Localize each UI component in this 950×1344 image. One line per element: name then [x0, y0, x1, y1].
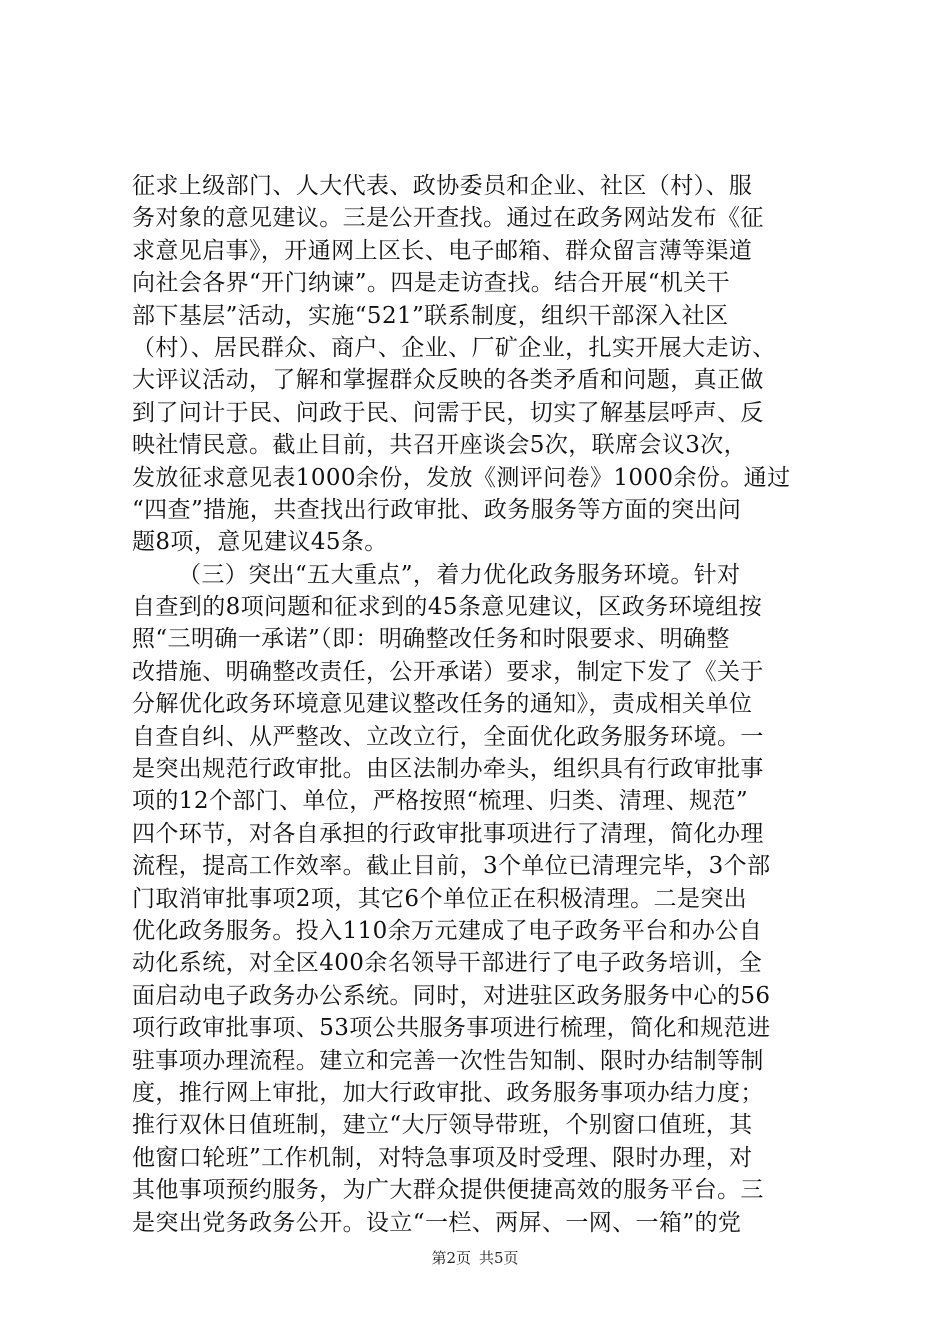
page-number-total: 共5页 — [479, 1249, 519, 1267]
text-line: 到了问计于民、问政于民、问需于民，切实了解基层呼声、反 — [132, 399, 764, 426]
text-line: 流程，提高工作效率。截止目前，3个单位已清理完毕，3个部 — [132, 853, 771, 880]
text-line: 驻事项办理流程。建立和完善一次性告知制、限时办结制等制 — [132, 1047, 764, 1074]
text-line: 项的12个部门、单位，严格按照“梳理、归类、清理、规范” — [132, 788, 748, 815]
text-line: 发放征求意见表1000余份，发放《测评问卷》1000余份。通过 — [132, 464, 791, 491]
text-line: 面启动电子政务办公系统。同时，对进驻区政务服务中心的56 — [132, 982, 771, 1009]
text-line: 向社会各界“开门纳谏”。四是走访查找。结合开展“机关干 — [132, 270, 731, 297]
text-line: （村）、居民群众、商户、企业、厂矿企业，扎实开展大走访、 — [132, 334, 776, 361]
text-line: 是突出规范行政审批。由区法制办牵头，组织具有行政审批事 — [132, 756, 764, 783]
text-line: 映社情民意。截止目前，共召开座谈会5次，联席会议3次， — [132, 432, 748, 459]
text-line: 自查自纠、从严整改、立改立行，全面优化政务服务环境。一 — [132, 723, 764, 750]
text-line: 大评议活动，了解和掌握群众反映的各类矛盾和问题，真正做 — [132, 367, 764, 394]
text-line: 项行政审批事项、53项公共服务事项进行梳理，简化和规范进 — [132, 1015, 771, 1042]
text-line: 门取消审批事项2项，其它6个单位正在积极清理。二是突出 — [132, 885, 748, 912]
text-line: 题8项，意见建议45条。 — [132, 529, 388, 556]
section-heading-line: （三）突出“五大重点”，着力优化政务服务环境。针对 — [178, 561, 741, 588]
page-number-current: 第2页 — [431, 1249, 471, 1267]
text-line: 部下基层”活动，实施“521”联系制度，组织干部深入社区 — [132, 302, 729, 329]
text-line: 分解优化政务环境意见建议整改任务的通知》，责成相关单位 — [132, 691, 753, 718]
text-line: 动化系统，对全区400余名领导干部进行了电子政务培训，全 — [132, 950, 763, 977]
text-line: 是突出党务政务公开。设立“一栏、两屏、一网、一箱”的党 — [132, 1209, 742, 1236]
text-line: 优化政务服务。投入110余万元建成了电子政务平台和办公自 — [132, 917, 763, 944]
text-line: 自查到的8项问题和征求到的45条意见建议，区政务环境组按 — [132, 594, 763, 621]
text-line: 其他事项预约服务，为广大群众提供便捷高效的服务平台。三 — [132, 1177, 764, 1204]
text-line: 度，推行网上审批，加大行政审批、政务服务事项办结力度； — [132, 1079, 764, 1106]
page-footer — [0, 1248, 950, 1268]
text-line: 求意见启事》，开通网上区长、电子邮箱、群众留言薄等渠道 — [132, 237, 753, 264]
text-line: 四个环节，对各自承担的行政审批事项进行了清理，简化办理 — [132, 820, 764, 847]
text-line: 他窗口轮班”工作机制，对特急事项及时受理、限时办理，对 — [132, 1144, 753, 1171]
text-line: 征求上级部门、人大代表、政协委员和企业、社区（村）、服 — [132, 173, 753, 199]
text-line: 照“三明确一承诺”（即：明确整改任务和时限要求、明确整 — [132, 626, 730, 653]
text-line: 推行双休日值班制，建立“大厅领导带班，个别窗口值班，其 — [132, 1112, 753, 1139]
text-line: 务对象的意见建议。三是公开查找。通过在政务网站发布《征 — [132, 205, 764, 232]
text-line: “四查”措施，共查找出行政审批、政务服务等方面的突出问 — [132, 496, 742, 523]
text-line: 改措施、明确整改责任，公开承诺）要求，制定下发了《关于 — [132, 658, 764, 685]
body-text — [132, 170, 832, 1239]
